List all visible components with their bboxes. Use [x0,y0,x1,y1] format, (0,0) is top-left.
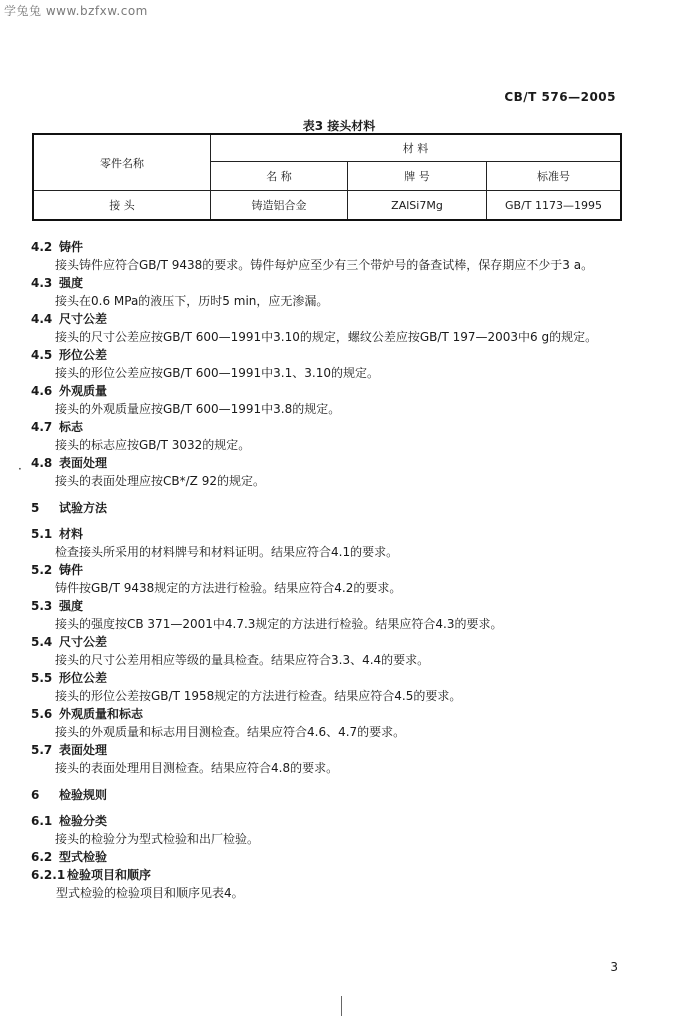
clause-heading: 4.2 铸件 [31,240,84,254]
cell-name: 铸造铝合金 [211,191,348,221]
clause-body: 铸件按GB/T 9438规定的方法进行检验。结果应符合4.2的要求。 [55,581,402,595]
section-heading: 6 检验规则 [31,788,108,802]
clause-body: 接头的外观质量应按GB/T 600—1991中3.8的规定。 [55,402,341,416]
clause-body: 接头的标志应按GB/T 3032的规定。 [55,438,251,452]
clause-heading: 6.2 型式检验 [31,850,108,864]
clause-heading: 5.1 材料 [31,527,84,541]
clause-heading: 5.7 表面处理 [31,743,108,757]
clause-heading: 5.3 强度 [31,599,84,613]
section-heading: 5 试验方法 [31,501,108,515]
clause-body: 接头的尺寸公差用相应等级的量具检查。结果应符合3.3、4.4的要求。 [55,653,430,667]
clause-body: 型式检验的检验项目和顺序见表4。 [56,886,244,900]
bottom-tick [341,996,342,1016]
clause-heading: 4.6 外观质量 [31,384,108,398]
clause-heading: 4.4 尺寸公差 [31,312,108,326]
clause-heading: 5.5 形位公差 [31,671,108,685]
clause-body: 接头的尺寸公差应按GB/T 600—1991中3.10的规定，螺纹公差应按GB/T 197—2003中6 g的规定。 [55,330,598,344]
material-header: 材 料 [211,134,622,162]
standard-header: 标准号 [487,162,622,191]
clause-heading: 6.1 检验分类 [31,814,108,828]
document-body [31,238,631,902]
cell-standard: GB/T 1173—1995 [487,191,622,221]
clause-body: 接头的外观质量和标志用目测检查。结果应符合4.6、4.7的要求。 [55,725,406,739]
clause-heading: 4.8 表面处理 [31,456,108,470]
grade-header: 牌 号 [348,162,487,191]
clause-body: 接头的表面处理应按CB*/Z 92的规定。 [55,474,265,488]
clause-body: 检查接头所采用的材料牌号和材料证明。结果应符合4.1的要求。 [55,545,399,559]
table-title: 表3 接头材料 [302,119,376,133]
clause-heading: 4.7 标志 [31,420,84,434]
clause-body: 接头铸件应符合GB/T 9438的要求。铸件每炉应至少有三个带炉号的备查试棒，保存期应不少于3 a。 [55,258,594,272]
clause-heading: 5.6 外观质量和标志 [31,707,144,721]
margin-dot: · [18,462,22,476]
clause-body: 接头的强度按CB 371—2001中4.7.3规定的方法进行检验。结果应符合4.3的要求。 [55,617,503,631]
page-number: 3 [610,960,618,974]
clause-heading: 5.4 尺寸公差 [31,635,108,649]
clause-heading: 4.5 形位公差 [31,348,108,362]
clause-body: 接头的形位公差按GB/T 1958规定的方法进行检查。结果应符合4.5的要求。 [55,689,462,703]
standard-number: CB/T 576—2005 [504,90,616,104]
clause-heading: 4.3 强度 [31,276,84,290]
clause-body: 接头在0.6 MPa的液压下，历时5 min，应无渗漏。 [55,294,329,308]
clause-body: 接头的表面处理用目测检查。结果应符合4.8的要求。 [55,761,339,775]
cell-grade: ZAlSi7Mg [348,191,487,221]
clause-heading: 5.2 铸件 [31,563,84,577]
material-table [32,133,622,221]
clause-body: 接头的检验分为型式检验和出厂检验。 [55,832,260,846]
table-row [33,191,621,221]
watermark: 学兔兔 www.bzfxw.com [4,4,148,18]
part-name-header: 零件名称 [33,134,211,191]
cell-part: 接 头 [33,191,211,221]
clause-heading: 6.2.1 检验项目和顺序 [31,868,152,882]
name-header: 名 称 [211,162,348,191]
clause-body: 接头的形位公差应按GB/T 600—1991中3.1、3.10的规定。 [55,366,379,380]
